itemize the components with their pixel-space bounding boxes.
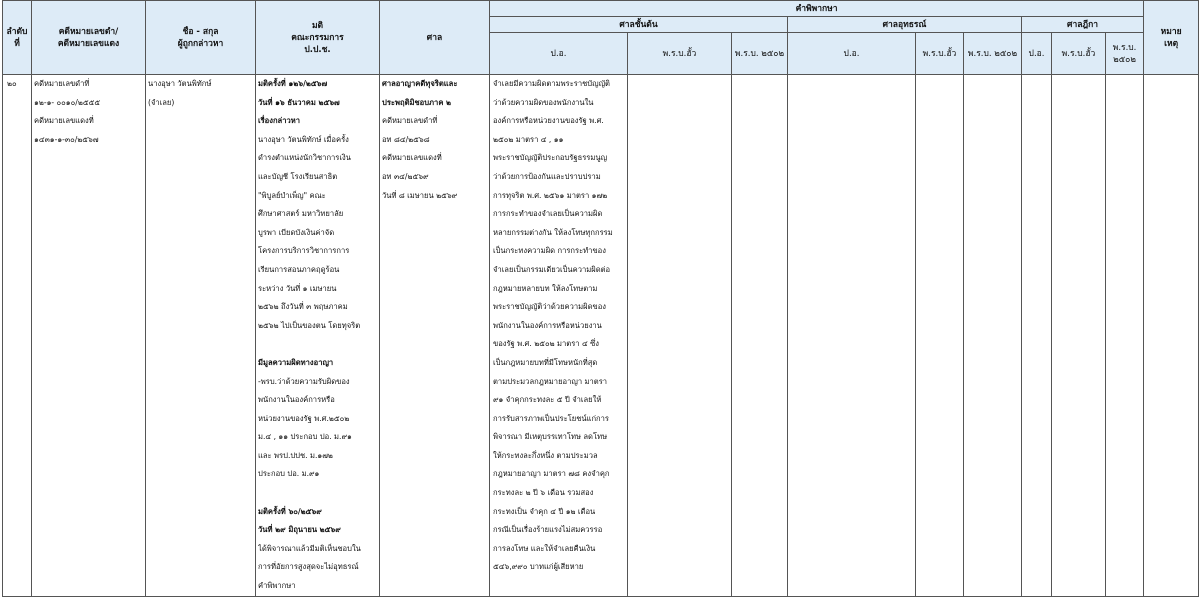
cell-line: การที่อัยการสูงสุดจะไม่อุทธรณ์ bbox=[258, 562, 359, 572]
cell-line: พนักงานในองค์การหรือ bbox=[258, 395, 335, 405]
cell-line: พระราชบัญญัติว่าด้วยความผิดของ bbox=[493, 302, 606, 312]
header-supreme-po: ป.อ. bbox=[1022, 33, 1052, 75]
header-appeal: ศาลอุทธรณ์ bbox=[788, 17, 1022, 33]
cell-line: ศึกษาศาสตร์ มหาวิทยาลัย bbox=[258, 209, 344, 219]
row-supreme-po bbox=[1022, 75, 1052, 597]
cell-line: เรื่องกล่าวหา bbox=[258, 116, 300, 126]
cell-line: มีมูลความผิดทางอาญา bbox=[258, 357, 334, 367]
cell-line: คำพิพากษา bbox=[258, 581, 296, 591]
header-line: ผู้ถูกกล่าวหา bbox=[177, 38, 224, 49]
header-case-no bbox=[32, 1, 146, 75]
cell-line: วันที่ ๑๖ ธันวาคม ๒๕๖๗ bbox=[258, 97, 340, 107]
cell-line: กฎหมายหลายบท ให้ลงโทษตาม bbox=[493, 283, 598, 293]
cell-line: เรียนการสอนภาคฤดูร้อน bbox=[258, 264, 340, 274]
header-remark bbox=[1144, 1, 1199, 75]
cell-line: และบัญชี โรงเรียนสาธิต bbox=[258, 171, 338, 181]
header-line: ป.ป.ช. bbox=[304, 44, 331, 55]
header-line: คณะกรรมการ bbox=[291, 32, 344, 43]
cell-line: ๙๑ จำคุกกระทงละ ๕ ปี จำเลยให้ bbox=[493, 395, 602, 405]
cell-line: การกระทำของจำเลยเป็นความผิด bbox=[493, 209, 603, 219]
cell-line: อท ๓๔/๒๕๖๙ bbox=[382, 171, 429, 181]
row-remark bbox=[1144, 75, 1199, 597]
cell-line: วันที่ ๒๙ มิถุนายน ๒๕๖๙ bbox=[258, 525, 341, 535]
cell-line: ประพฤติมิชอบภาค ๒ bbox=[382, 97, 452, 107]
cell-line: มติครั้งที่ ๑๒๖/๒๕๖๗ bbox=[258, 79, 328, 88]
cell-line: จำเลยมีความผิดตามพระราชบัญญัติ bbox=[493, 79, 610, 88]
header-accused bbox=[146, 1, 256, 75]
cell-line: วันที่ ๘ เมษายน ๒๕๖๙ bbox=[382, 190, 458, 200]
cell-line: เป็นกระทงความผิด การกระทำของ bbox=[493, 246, 606, 256]
cell-line: -พรบ.ว่าด้วยความรับผิดของ bbox=[258, 376, 350, 386]
cell-line: นางอุษา วัตนพิทักษ์ bbox=[148, 79, 212, 88]
row-appeal-po bbox=[788, 75, 916, 597]
cell-line: พนักงานในองค์การหรือหน่วยงาน bbox=[493, 320, 602, 330]
cell-line: ได้พิจารณาแล้วมีมติเห็นชอบใน bbox=[258, 543, 361, 553]
cell-line: ตามประมวลกฎหมายอาญา มาตรา bbox=[493, 376, 608, 386]
header-line: หมาย bbox=[1160, 26, 1182, 37]
judgment-table-sheet bbox=[2, 0, 1198, 603]
header-seq: ลำดับที่ bbox=[3, 1, 32, 75]
header-line: มติ bbox=[311, 20, 324, 31]
header-line: พ.ร.บ. bbox=[1112, 42, 1137, 53]
cell-line: คดีหมายเลขดำที่ bbox=[382, 116, 438, 126]
cell-line: คดีหมายเลขดำที่ bbox=[34, 79, 90, 88]
cell-line: ของรัฐ พ.ศ. ๒๕๐๒ มาตรา ๔ ซึ่ง bbox=[493, 339, 599, 349]
cell-line: ๑๔๓๑-๑-๓๐/๒๕๖๗ bbox=[34, 134, 99, 144]
row-first-2502 bbox=[732, 75, 788, 597]
cell-line: เป็นกฎหมายบทที่มีโทษหนักที่สุด bbox=[493, 357, 598, 367]
header-line: ๒๕๐๒ bbox=[1113, 54, 1136, 65]
table-row bbox=[3, 75, 1199, 597]
cell-line: กรณีเป็นเรื่องร้ายแรงไม่สมควรรอ bbox=[493, 525, 603, 535]
cell-gap bbox=[258, 335, 377, 354]
header-supreme: ศาลฎีกา bbox=[1022, 17, 1144, 33]
cell-line: การลงโทษ และให้จำเลยคืนเงิน bbox=[493, 543, 596, 553]
row-resolution bbox=[256, 75, 380, 597]
header-line: ชื่อ - สกุล bbox=[182, 26, 219, 37]
header-supreme-bribe: พ.ร.บ.ฮั้ว bbox=[1052, 33, 1106, 75]
header-resolution bbox=[256, 1, 380, 75]
header-first-instance: ศาลชั้นต้น bbox=[490, 17, 788, 33]
row-first-po bbox=[490, 75, 628, 597]
row-supreme-bribe bbox=[1052, 75, 1106, 597]
cell-line: และ พรป.ปปช. ม.๑๗๒ bbox=[258, 450, 333, 460]
cell-line: ๒๕๖๒ ไปเป็นของตน โดยทุจริต bbox=[258, 320, 361, 330]
cell-line: โครงการบริการวิชาการการ bbox=[258, 246, 350, 256]
cell-gap bbox=[258, 484, 377, 503]
cell-line: นางอุษา วัตนพิทักษ์ เมื่อครั้ง bbox=[258, 134, 349, 144]
header-first-po: ป.อ. bbox=[490, 33, 628, 75]
cell-line: ๕๔๖,๙๙๐ บาทแก่ผู้เสียหาย bbox=[493, 562, 584, 572]
row-case-no bbox=[32, 75, 146, 597]
cell-line: ประกอบ ปอ. ม.๙๑ bbox=[258, 469, 320, 479]
cell-line: ว่าด้วยความผิดของพนักงานใน bbox=[493, 97, 594, 107]
cell-line: ว่าด้วยการป้องกันและปราบปราม bbox=[493, 171, 601, 181]
cell-line: จำเลยเป็นกรรมเดียวเป็นความผิดต่อ bbox=[493, 264, 611, 274]
cell-line: ๑๒-๑- ๐๐๑๐/๒๕๕๕ bbox=[34, 97, 101, 107]
header-line: คดีหมายเลขแดง bbox=[57, 38, 120, 49]
header-first-bribe: พ.ร.บ.ฮั้ว bbox=[628, 33, 732, 75]
cell-line: ๒๕๐๒ มาตรา ๔ , ๑๑ bbox=[493, 134, 564, 144]
cell-line: บูรพา เบียดบังเงินค่าจัด bbox=[258, 227, 335, 237]
cell-line: ดำรงตำแหน่งนักวิชาการเงิน bbox=[258, 153, 351, 163]
row-first-bribe bbox=[628, 75, 732, 597]
cell-line: ศาลอาญาคดีทุจริตและ bbox=[382, 79, 458, 88]
row-accused bbox=[146, 75, 256, 597]
cell-line: พิจารณา มีเหตุบรรเทาโทษ ลดโทษ bbox=[493, 432, 608, 442]
cell-line: กฎหมายอาญา มาตรา ๗๘ คงจำคุก bbox=[493, 469, 610, 479]
judgment-table bbox=[2, 0, 1199, 597]
cell-line: หลายกรรมต่างกัน ให้ลงโทษทุกกรรม bbox=[493, 227, 613, 237]
header-court: ศาล bbox=[380, 1, 490, 75]
cell-line: ระหว่าง วันที่ ๑ เมษายน bbox=[258, 283, 337, 293]
cell-line: (จำเลย) bbox=[148, 97, 175, 107]
cell-line: องค์การหรือหน่วยงานของรัฐ พ.ศ. bbox=[493, 116, 604, 126]
header-appeal-bribe: พ.ร.บ.ฮั้ว bbox=[916, 33, 964, 75]
header-line: คดีหมายเลขดำ/ bbox=[58, 26, 119, 37]
header-supreme-2502 bbox=[1106, 33, 1144, 75]
cell-line: การรับสารภาพเป็นประโยชน์แก่การ bbox=[493, 413, 609, 423]
header-judgment: คำพิพากษา bbox=[490, 1, 1144, 17]
row-appeal-bribe bbox=[916, 75, 964, 597]
cell-line: มติครั้งที่ ๖๐/๒๕๖๙ bbox=[258, 506, 322, 516]
cell-line: คดีหมายเลขแดงที่ bbox=[34, 116, 94, 126]
header-appeal-2502: พ.ร.บ. ๒๕๐๒ bbox=[964, 33, 1022, 75]
cell-line: กระทงละ ๒ ปี ๖ เดือน รวมสอง bbox=[493, 488, 594, 498]
cell-line: พระราชบัญญัติประกอบรัฐธรรมนูญ bbox=[493, 153, 608, 163]
cell-line: อท ๘๔/๒๕๖๘ bbox=[382, 134, 430, 144]
cell-line: การทุจริต พ.ศ. ๒๕๖๑ มาตรา ๑๗๒ bbox=[493, 190, 608, 200]
cell-line: กระทงเป็น จำคุก ๔ ปี ๑๒ เดือน bbox=[493, 506, 596, 516]
cell-line: คดีหมายเลขแดงที่ bbox=[382, 153, 442, 163]
header-first-2502: พ.ร.บ. ๒๕๐๒ bbox=[732, 33, 788, 75]
header-line: เหตุ bbox=[1164, 38, 1179, 49]
header-appeal-po: ป.อ. bbox=[788, 33, 916, 75]
row-court bbox=[380, 75, 490, 597]
row-supreme-2502 bbox=[1106, 75, 1144, 597]
cell-line: ให้กระทงละกึ่งหนึ่ง ตามประมวล bbox=[493, 450, 598, 460]
cell-line: ๒๕๖๒ ถึงวันที่ ๓ พฤษภาคม bbox=[258, 302, 348, 312]
row-seq: ๒๐ bbox=[3, 75, 32, 597]
cell-line: "พิบูลย์บำเพ็ญ" คณะ bbox=[258, 190, 326, 200]
row-appeal-2502 bbox=[964, 75, 1022, 597]
cell-line: ม.๔ , ๑๑ ประกอบ ปอ. ม.๙๑ bbox=[258, 432, 352, 442]
cell-line: หน่วยงานของรัฐ พ.ศ.๒๕๐๒ bbox=[258, 413, 350, 423]
